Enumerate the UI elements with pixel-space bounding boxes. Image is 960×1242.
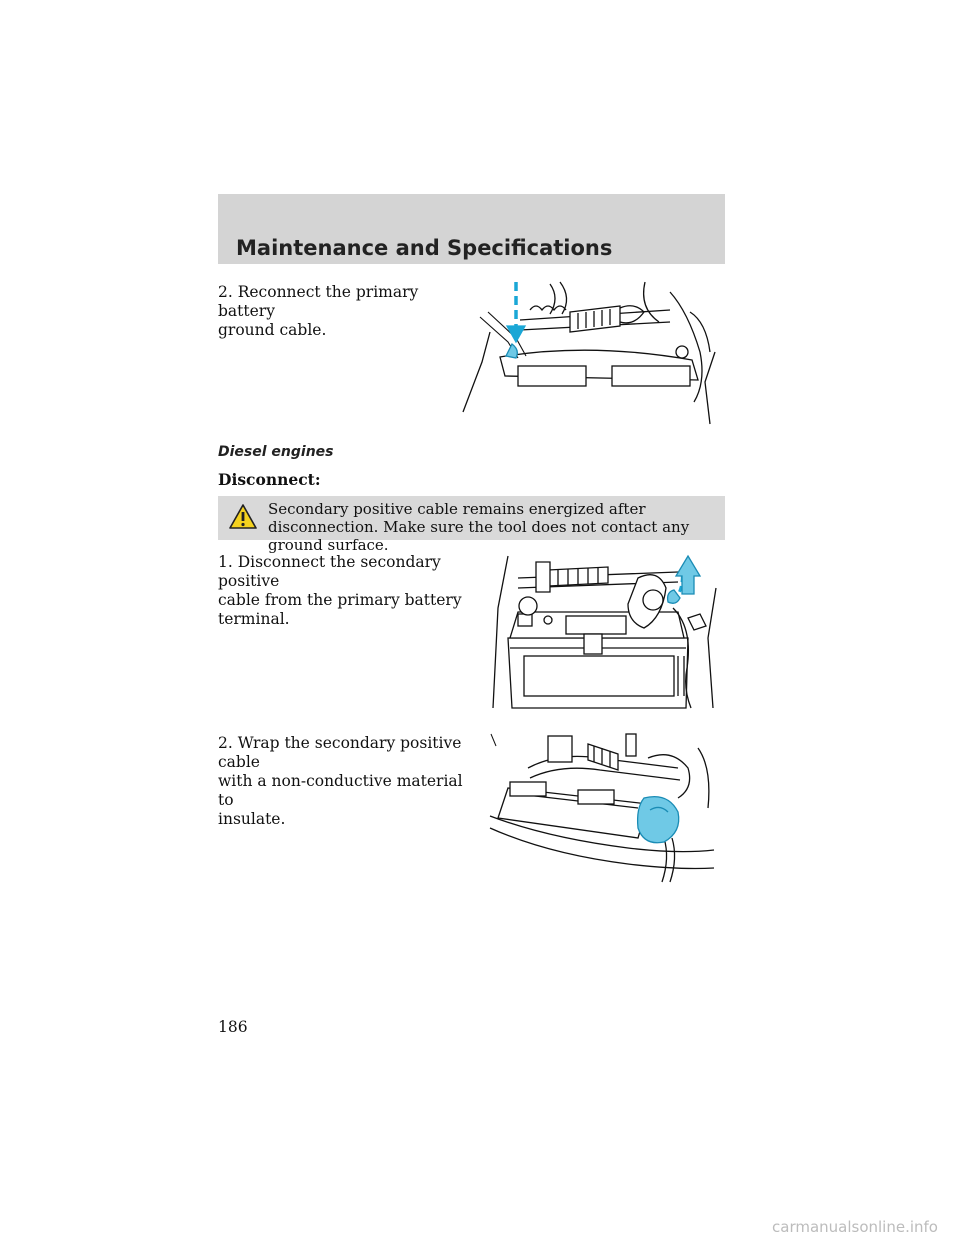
section-subheading-disconnect: Disconnect: [218, 470, 321, 489]
step-reconnect-ground-text: 2. Reconnect the primary battery ground cable. [218, 283, 419, 339]
step-disconnect-positive-text: 1. Disconnect the secondary positive cable from the primary battery terminal. [218, 553, 462, 628]
section-heading-diesel: Diesel engines [218, 444, 334, 460]
footer-watermark[interactable]: carmanualsonline.info [772, 1218, 938, 1236]
insulated-cable-illustration [488, 728, 720, 888]
battery-ground-cable-illustration [460, 272, 725, 430]
page-number: 186 [218, 1018, 248, 1036]
warning-triangle-icon [228, 503, 258, 531]
step-wrap-cable-text: 2. Wrap the secondary positive cable with a non-conductive material to insulate. [218, 734, 463, 828]
battery-positive-terminal-illustration [488, 548, 720, 714]
section-title: Maintenance and Specifications [236, 236, 613, 260]
section-header-band [218, 194, 725, 264]
warning-text: Secondary positive cable remains energized after disconnection. Make sure the tool does not contact any ground surface. [268, 500, 690, 554]
warning-callout [218, 496, 725, 554]
